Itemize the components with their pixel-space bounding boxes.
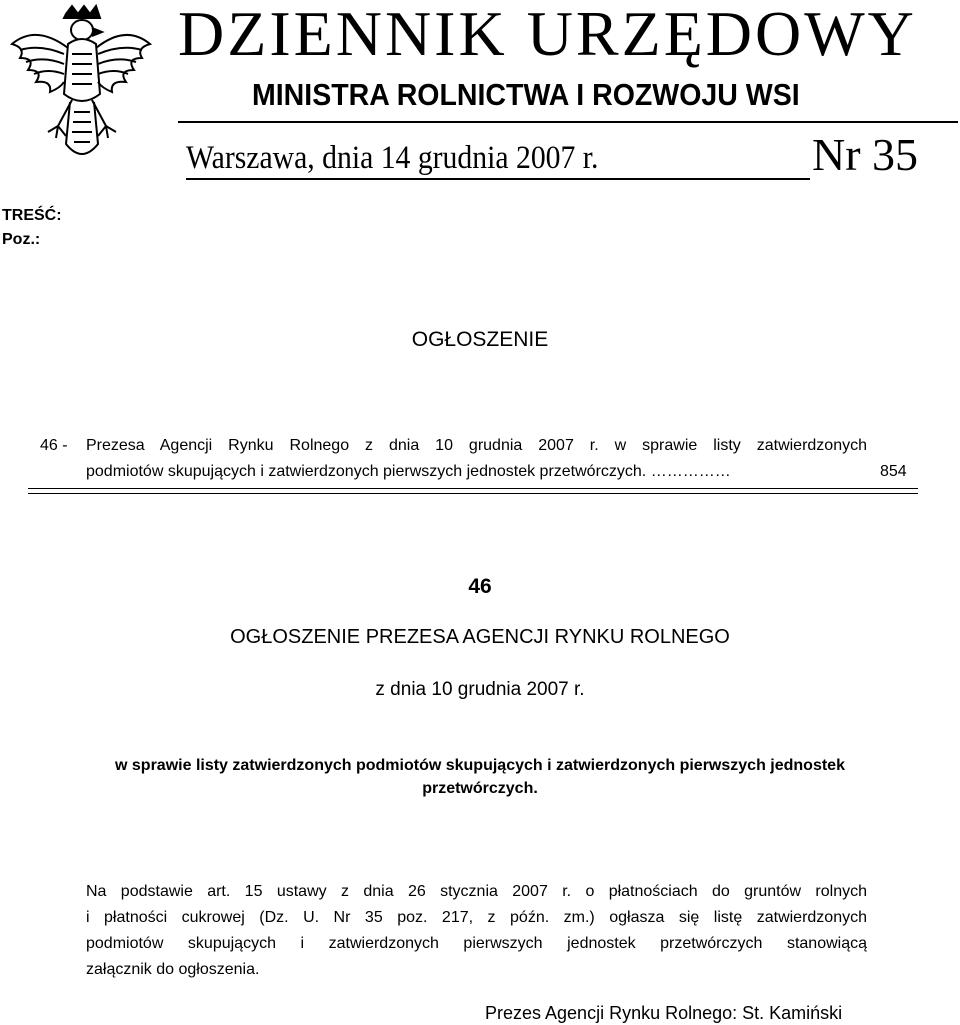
position-label: Poz.: xyxy=(2,231,41,248)
contents-label: TREŚĆ: xyxy=(2,207,62,224)
contents-divider xyxy=(28,488,918,494)
body-line-3: podmiotów skupujących i zatwierdzonych pierwszych jednostek przetwórczych stanowiącą xyxy=(86,935,867,952)
dateline: Warszawa, dnia 14 grudnia 2007 r. xyxy=(186,140,599,176)
eagle-emblem-icon xyxy=(6,4,156,172)
signature: Prezes Agencji Rynku Rolnego: St. Kamiński xyxy=(485,1003,843,1023)
contents-entry-line-1: Prezesa Agencji Rynku Rolnego z dnia 10 grudnia 2007 r. w sprawie listy zatwierdzonych xyxy=(86,437,867,454)
announcement-date: z dnia 10 grudnia 2007 r. xyxy=(375,679,585,700)
body-line-1: Na podstawie art. 15 ustawy z dnia 26 stycznia 2007 r. o płatnościach do gruntów rolnych xyxy=(86,883,867,900)
announcement-subject: w sprawie listy zatwierdzonych podmiotów skupujących i zatwierdzonych pierwszych jednostek przetwórczych. xyxy=(115,757,845,797)
announcement-number: 46 xyxy=(468,575,492,598)
dateline-rule xyxy=(186,178,810,180)
ministry-name: MINISTRA ROLNICTWA I ROZWOJU WSI xyxy=(252,77,800,112)
body-line-4: załącznik do ogłoszenia. xyxy=(86,961,260,978)
contents-entry-number: 46 - xyxy=(40,437,68,454)
body-line-2: i płatności cukrowej (Dz. U. Nr 35 poz. 217, z późn. zm.) ogłasza się listę zatwierdzonych xyxy=(86,909,867,926)
contents-entry-line-2: podmiotów skupujących i zatwierdzonych pierwszych jednostek przetwórczych. …………… xyxy=(86,463,731,480)
announcement-title: OGŁOSZENIE PREZESA AGENCJI RYNKU ROLNEGO xyxy=(230,626,730,648)
contents-entry-page: 854 xyxy=(880,463,907,480)
journal-title: DZIENNIK URZĘDOWY xyxy=(178,0,917,69)
issue-number: Nr 35 xyxy=(812,129,919,180)
contents-heading: OGŁOSZENIE xyxy=(411,328,549,351)
masthead-rule xyxy=(178,121,958,123)
